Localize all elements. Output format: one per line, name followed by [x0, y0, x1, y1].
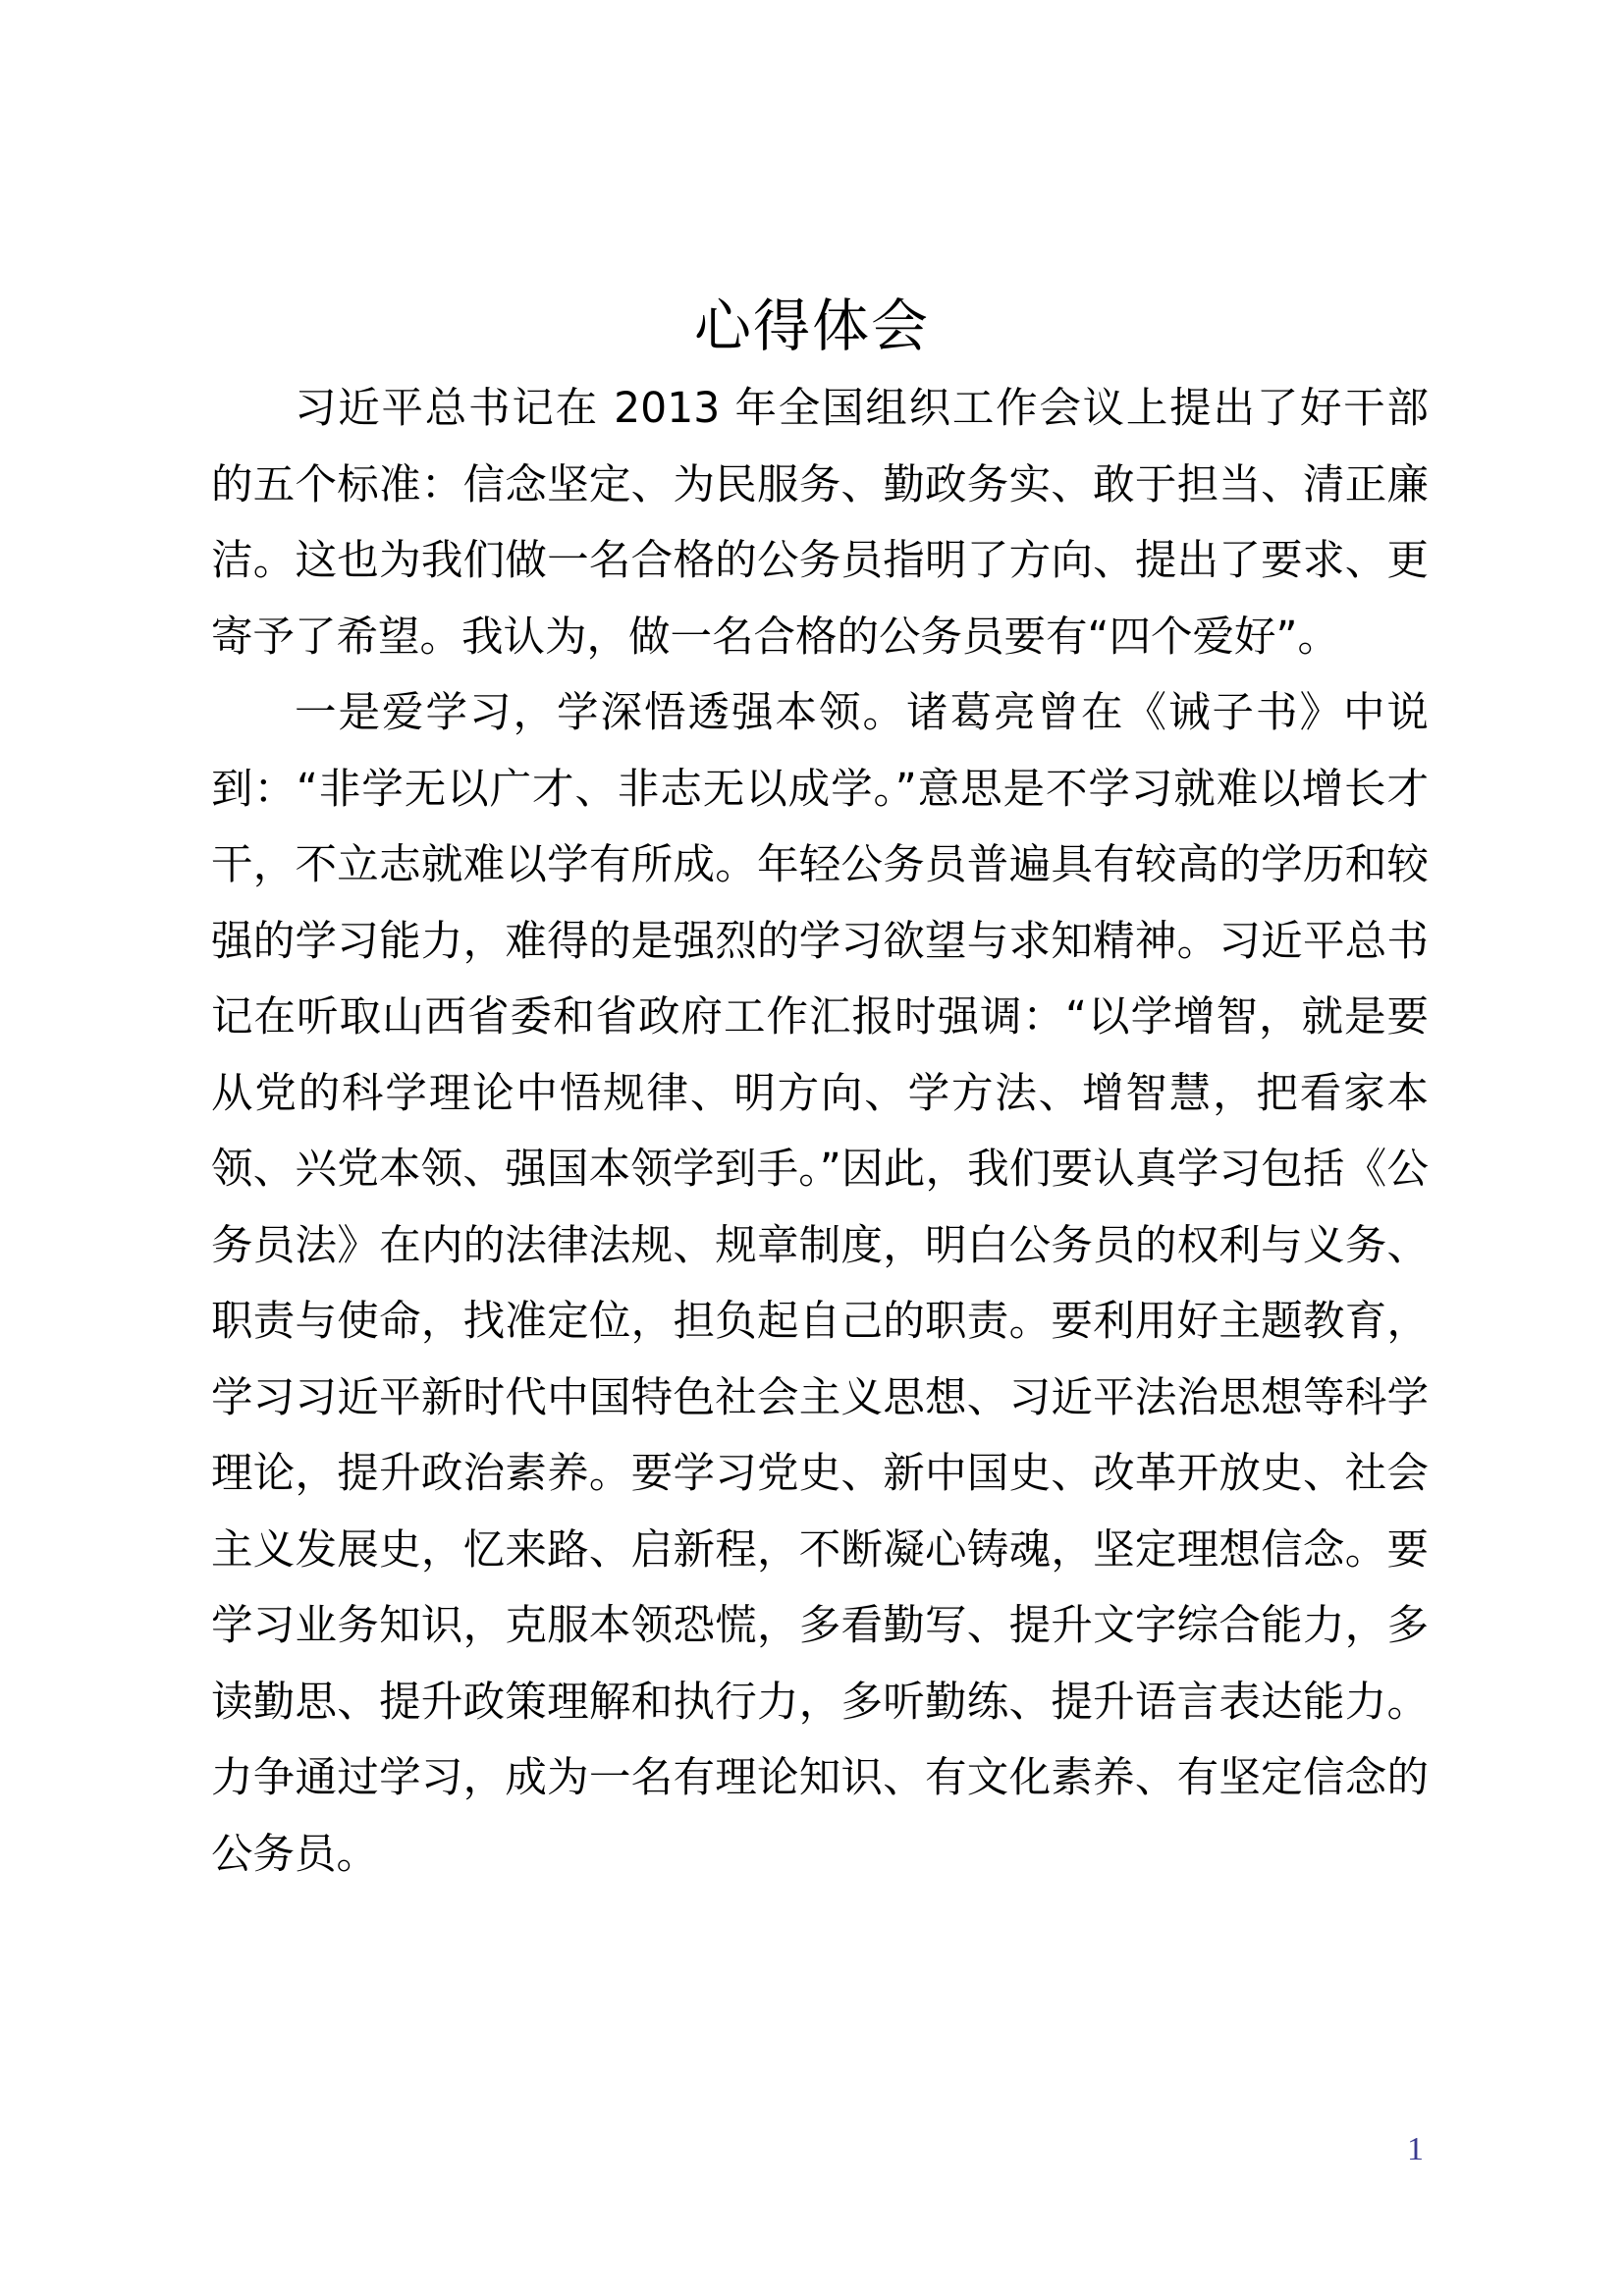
document-body	[211, 371, 1429, 1893]
paragraph-intro: 习近平总书记在 2013 年全国组织工作会议上提出了好干部的五个标准：信念坚定、为民服务、勤政务实、敢于担当、清正廉洁。这也为我们做一名合格的公务员指明了方向、提出了要求、更寄予了希望。我认为，做一名合格的公务员要有“四个爱好”。	[211, 385, 1429, 662]
paragraph-study: 一是爱学习，学深悟透强本领。诸葛亮曾在《诫子书》中说到：“非学无以广才、非志无以成学。”意思是不学习就难以增长才干，不立志就难以学有所成。年轻公务员普遍具有较高的学历和较强的学习能力，难得的是强烈的学习欲望与求知精神。习近平总书记在听取山西省委和省政府工作汇报时强调：“以学增智，就是要从党的科学理论中悟规律、明方向、学方法、增智慧，把看家本领、兴党本领、强国本领学到手。”因此，我们要认真学习包括《公务员法》在内的法律法规、规章制度，明白公务员的权利与义务、职责与使命，找准定位，担负起自己的职责。要利用好主题教育，学习习近平新时代中国特色社会主义思想、习近平法治思想等科学理论，提升政治素养。要学习党史、新中国史、改革开放史、社会主义发展史，忆来路、启新程，不断凝心铸魂，坚定理想信念。要学习业务知识，克服本领恐慌，多看勤写、提升文字综合能力，多读勤思、提升政策理解和执行力，多听勤练、提升语言表达能力。力争通过学习，成为一名有理论知识、有文化素养、有坚定信念的公务员。	[211, 689, 1429, 1879]
page-number: 1	[1407, 2131, 1424, 2167]
document-title: 心得体会	[693, 293, 930, 359]
